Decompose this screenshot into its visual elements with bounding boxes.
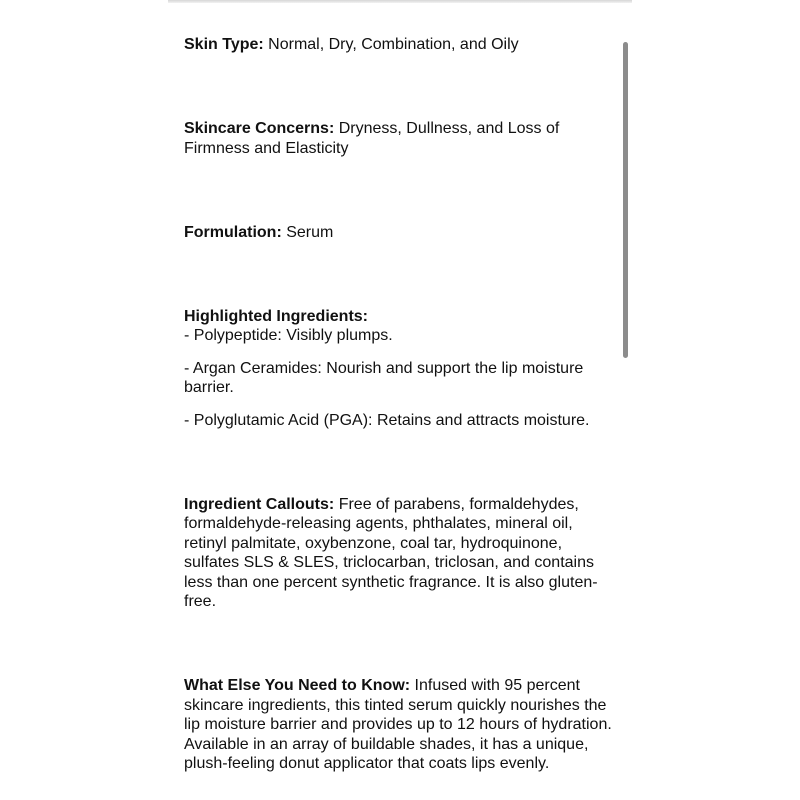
formulation-row [184,223,614,243]
top-divider [168,0,632,3]
highlighted-ingredients-label: Highlighted Ingredients: [184,307,368,325]
ingredient-callouts-label: Ingredient Callouts: [184,495,335,513]
ingredient-item: - Argan Ceramides: Nourish and support the lip moisture barrier. [184,359,584,396]
ingredient-item: - Polyglutamic Acid (PGA): Retains and attracts moisture. [184,411,590,429]
ingredient-callouts-value: Free of parabens, formaldehydes, formaldehyde-releasing agents, phthalates, mineral oil, retinyl palmitate, oxybenzone, coal tar, hydroquinone, sulfates SLS & SLES, triclocarban, triclosan, and contains less than one percent synthetic fragrance. It is also gluten-free. [184,495,598,610]
what-else-value: Infused with 95 percent skincare ingredients, this tinted serum quickly nourishes the lip moisture barrier and provides up to 12 hours of hydration. Available in an array of buildable shades, it has a unique, plush-feeling donut applicator that coats lips evenly. [184,677,612,772]
highlighted-ingredients-heading [184,307,614,327]
spacer [184,430,614,495]
skin-type-value: Normal, Dry, Combination, and Oily [268,36,519,53]
spacer [184,346,614,359]
skincare-concerns-label: Skincare Concerns: [184,120,335,137]
spacer [184,158,614,223]
what-else-row [184,676,614,774]
skin-type-row [184,35,614,55]
skin-type-label: Skin Type: [184,36,264,53]
spacer [184,242,614,307]
ingredient-item: - Polypeptide: Visibly plumps. [184,327,393,344]
spacer [184,612,614,677]
skincare-concerns-row [184,119,614,158]
ingredient-callouts-row [184,495,614,612]
product-details-content [184,35,614,774]
scrollbar-thumb[interactable] [623,42,628,358]
spacer [184,55,614,120]
formulation-value: Serum [286,223,334,241]
skincare-concerns-value: Dryness, Dullness, and Loss of Firmness and Elasticity [184,120,560,157]
spacer [184,398,614,411]
formulation-label: Formulation: [184,223,282,241]
what-else-label: What Else You Need to Know: [184,677,411,694]
